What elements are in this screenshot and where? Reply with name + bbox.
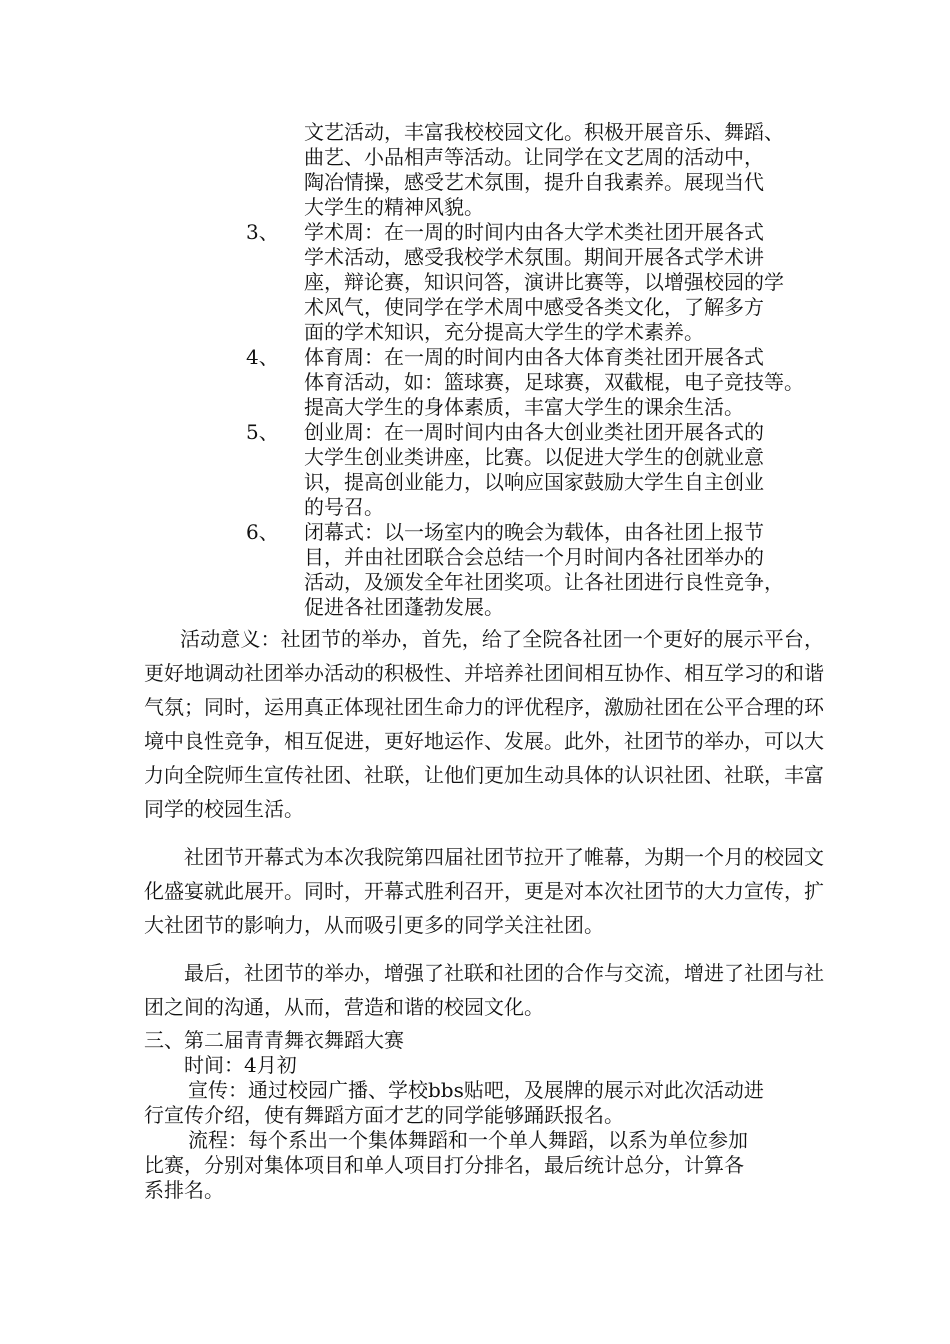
text-line: 体育周：在一周的时间内由各大体育类社团开展各式 <box>304 345 764 369</box>
paragraph-opening-ceremony: 社团节开幕式为本次我院第四届社团节拉开了帷幕，为期一个月的校园文化盛宴就此展开。同时，开幕式胜利召开，更是对本次社团节的大力宣传，扩大社团节的影响力，从而吸引更多的同学关注社团。 <box>144 845 824 937</box>
text-line: 座，辩论赛，知识问答，演讲比赛等，以增强校园的学 <box>304 270 784 294</box>
publicity-line-continued: 行宣传介绍，使有舞蹈方面才艺的同学能够踊跃报名。 <box>144 1103 624 1127</box>
process-line-continued: 系排名。 <box>144 1178 224 1202</box>
list-item-number: 3、 <box>246 220 279 244</box>
section-heading: 三、第二届青青舞衣舞蹈大赛 <box>144 1028 404 1052</box>
paragraph-significance: 活动意义：社团节的举办，首先，给了全院各社团一个更好的展示平台，更好地调动社团举办活动的积极性、并培养社团间相互协作、相互学习的和谐气氛；同时，运用真正体现社团生命力的评优程序，激励社团在公平合理的环境中良性竞争，相互促进，更好地运作、发展。此外，社团节的举办，可以大力向全院师生宣传社团、社联，让他们更加生动具体的认识社团、社联，丰富同学的校园生活。 <box>144 627 824 821</box>
process-line-continued: 比赛，分别对集体项目和单人项目打分排名，最后统计总分，计算各 <box>144 1153 744 1177</box>
time-line: 时间：4月初 <box>184 1053 297 1077</box>
text-line: 促进各社团蓬勃发展。 <box>304 595 504 619</box>
list-item-sports-week <box>246 345 824 420</box>
text-line: 学术活动，感受我校学术氛围。期间开展各式学术讲 <box>304 245 764 269</box>
list-item-closing-ceremony <box>246 520 824 620</box>
text-line: 闭幕式：以一场室内的晚会为载体，由各社团上报节 <box>304 520 764 544</box>
text-line: 学术周：在一周的时间内由各大学术类社团开展各式 <box>304 220 764 244</box>
list-intro <box>304 120 824 220</box>
text-line: 创业周：在一周时间内由各大创业类社团开展各式的 <box>304 420 764 444</box>
text-line: 术风气，使同学在学术周中感受各类文化，了解多方 <box>304 295 764 319</box>
list-item-startup-week <box>246 420 824 520</box>
list-item-academic-week <box>246 220 824 345</box>
list-item-number: 5、 <box>246 420 279 444</box>
activity-list <box>0 120 950 620</box>
text-line: 活动，及颁发全年社团奖项。让各社团进行良性竞争， <box>304 570 784 594</box>
text-line: 文艺活动，丰富我校校园文化。积极开展音乐、舞蹈、 <box>304 120 784 144</box>
text-line: 提高大学生的身体素质，丰富大学生的课余生活。 <box>304 395 744 419</box>
dance-contest-section <box>144 1028 824 1203</box>
text-line: 识，提高创业能力，以响应国家鼓励大学生自主创业 <box>304 470 764 494</box>
paragraph-conclusion: 最后，社团节的举办，增强了社联和社团的合作与交流，增进了社团与社团之间的沟通，从而，营造和谐的校园文化。 <box>144 961 824 1019</box>
publicity-line: 宣传：通过校园广播、学校bbs贴吧，及展牌的展示对此次活动进 <box>188 1078 764 1102</box>
significance-section <box>144 622 824 1038</box>
text-line: 曲艺、小品相声等活动。让同学在文艺周的活动中， <box>304 145 764 169</box>
text-line: 大学生创业类讲座，比赛。以促进大学生的创就业意 <box>304 445 764 469</box>
text-line: 大学生的精神风貌。 <box>304 195 484 219</box>
text-line: 陶冶情操，感受艺术氛围，提升自我素养。展现当代 <box>304 170 764 194</box>
list-item-number: 4、 <box>246 345 279 369</box>
list-item-number: 6、 <box>246 520 279 544</box>
text-line: 面的学术知识，充分提高大学生的学术素养。 <box>304 320 704 344</box>
process-line: 流程：每个系出一个集体舞蹈和一个单人舞蹈，以系为单位参加 <box>188 1128 748 1152</box>
text-line: 目，并由社团联合会总结一个月时间内各社团举办的 <box>304 545 764 569</box>
text-line: 的号召。 <box>304 495 384 519</box>
text-line: 体育活动，如：篮球赛，足球赛，双截棍，电子竞技等。 <box>304 370 804 394</box>
